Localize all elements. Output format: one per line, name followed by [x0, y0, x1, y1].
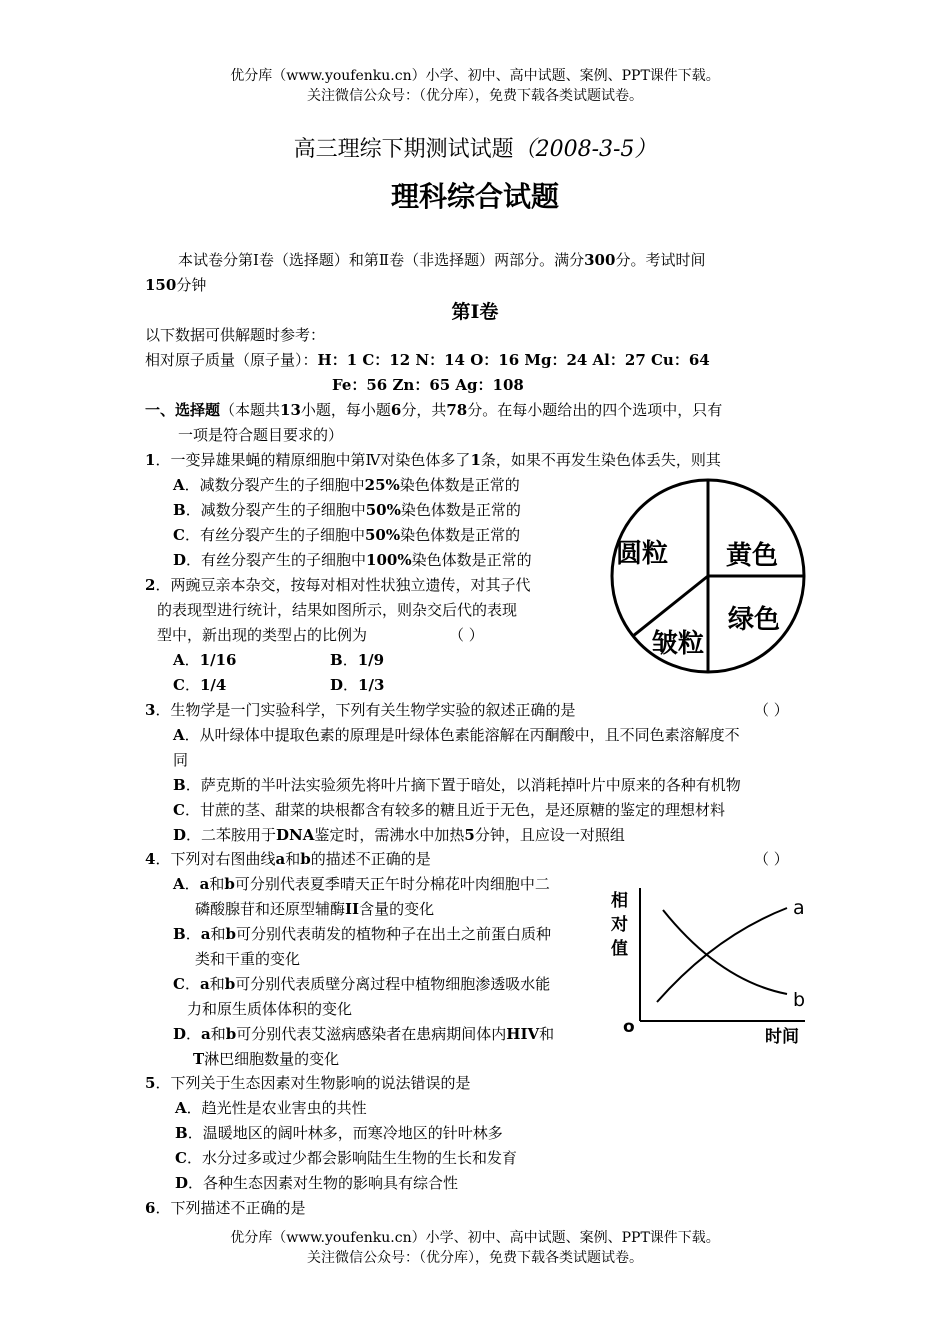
question-4-stem: 4．下列对右图曲线a和b的描述不正确的是 [145, 850, 431, 868]
part1-heading: 第Ⅰ卷 [451, 301, 499, 323]
pie-label-wrinkled: 皱粒 [652, 629, 705, 659]
question-3-option-c: C．甘蔗的茎、甜菜的块根都含有较多的糖且近于无色，是还原糖的鉴定的理想材料 [173, 801, 725, 819]
question-4-option-c-cont: 力和原生质体体积的变化 [187, 1000, 353, 1018]
footer-line-1: 优分库（www.youfenku.cn）小学、初中、高中试题、案例、PPT课件下载。 [230, 1230, 720, 1246]
pie-divider-left [633, 576, 708, 636]
question-4-option-b-cont: 类和干重的变化 [195, 950, 301, 968]
reference-label: 以下数据可供解题时参考： [145, 326, 326, 344]
question-2-stem-1: 2．两豌豆亲本杂交，按每对相对性状独立遗传，对其子代 [145, 576, 531, 594]
title-date: （2008-3-5） [513, 137, 657, 162]
curve-b-label: b [793, 989, 806, 1011]
pie-figure [600, 478, 820, 678]
y-label-1: 相 [611, 891, 628, 911]
question-2-answer-paren: （ ） [449, 626, 484, 644]
origin-label: o [623, 1017, 635, 1037]
question-1-option-b: B．减数分裂产生的子细胞中50%染色体数是正常的 [173, 501, 521, 519]
y-label-2: 对 [611, 915, 628, 935]
curve-b [663, 910, 787, 994]
question-1-stem: 1．一变异雄果蝇的精原细胞中第Ⅳ对染色体多了1条，如果不再发生染色体丢失，则其 [145, 451, 721, 469]
header-line-2: 关注微信公众号：（优分库），免费下载各类试题试卷。 [307, 88, 643, 104]
pie-label-green: 绿色 [728, 605, 781, 635]
question-5-option-d: D．各种生态因素对生物的影响具有综合性 [175, 1174, 459, 1192]
question-5-option-b: B．温暖地区的阔叶林多，而寒冷地区的针叶林多 [175, 1124, 503, 1142]
atomic-mass-line-1: 相对原子质量（原子量）：H：1 C：12 N：14 O：16 Mg：24 Al：27 Cu：64 [145, 351, 710, 369]
question-6-stem: 6．下列描述不正确的是 [145, 1199, 306, 1217]
question-5-stem: 5．下列关于生态因素对生物影响的说法错误的是 [145, 1074, 471, 1092]
question-4-answer-paren: （ ） [754, 850, 789, 868]
question-4-option-c: C．a和b可分别代表质壁分离过程中植物细胞渗透吸水能 [173, 975, 551, 993]
question-2-stem-3: 型中，新出现的类型占的比例为 [157, 626, 368, 644]
footer-line-2: 关注微信公众号：（优分库），免费下载各类试题试卷。 [307, 1250, 643, 1266]
question-5-option-a: A．趋光性是农业害虫的共性 [175, 1099, 367, 1117]
question-4-option-d: D．a和b可分别代表艾滋病感染者在患病期间体内HIV和 [173, 1025, 555, 1043]
question-2-stem-2: 的表现型进行统计，结果如图所示，则杂交后代的表现 [157, 601, 518, 619]
x-axis-label: 时间 [765, 1027, 799, 1047]
question-5-option-c: C．水分过多或过少都会影响陆生生物的生长和发育 [175, 1149, 517, 1167]
question-4-option-d-cont: T淋巴细胞数量的变化 [193, 1050, 340, 1068]
question-3-option-a-cont: 同 [173, 751, 189, 769]
intro-line-2: 150分钟 [145, 276, 207, 294]
question-4-option-b: B．a和b可分别代表萌发的植物种子在出土之前蛋白质种 [173, 925, 551, 943]
pie-label-round: 圆粒 [616, 539, 669, 569]
question-2-option-b: B．1/9 [330, 651, 385, 669]
question-3-option-d: D．二苯胺用于DNA鉴定时，需沸水中加热5分钟，且应设一对照组 [173, 826, 625, 844]
question-1-option-a: A．减数分裂产生的子细胞中25%染色体数是正常的 [173, 476, 520, 494]
curve-a-label: a [793, 897, 805, 919]
y-label-3: 值 [611, 939, 628, 959]
question-2-option-a: A．1/16 [173, 651, 237, 669]
atomic-mass-line-2: Fe：56 Zn：65 Ag：108 [332, 376, 524, 394]
intro-line-1: 本试卷分第Ⅰ卷（选择题）和第Ⅱ卷（非选择题）两部分。满分300分。考试时间 [178, 251, 706, 269]
question-4-option-a: A．a和b可分别代表夏季晴天正午时分棉花叶肉细胞中二 [173, 875, 550, 893]
title-main: 高三理综下期测试试题 [293, 137, 514, 162]
header-line-1: 优分库（www.youfenku.cn）小学、初中、高中试题、案例、PPT课件下载。 [230, 68, 720, 84]
question-3-answer-paren: （ ） [754, 701, 789, 719]
question-2-option-d: D．1/3 [330, 676, 385, 694]
question-3-stem: 3．生物学是一门实验科学，下列有关生物学实验的叙述正确的是 [145, 701, 576, 719]
page-subtitle: 理科综合试题 [390, 180, 559, 213]
question-2-option-c: C．1/4 [173, 676, 227, 694]
section-heading-line-2: 一项是符合题目要求的） [178, 426, 344, 444]
question-3-option-a: A．从叶绿体中提取色素的原理是叶绿体色素能溶解在丙酮酸中，且不同色素溶解度不 [173, 726, 740, 744]
section-heading: 一、选择题（本题共13小题，每小题6分，共78分。在每小题给出的四个选项中，只有 [145, 401, 723, 419]
question-1-option-c: C．有丝分裂产生的子细胞中50%染色体数是正常的 [173, 526, 521, 544]
question-4-option-a-cont: 磷酸腺苷和还原型辅酶II含量的变化 [195, 900, 435, 918]
pie-label-yellow: 黄色 [726, 541, 779, 571]
question-1-option-d: D．有丝分裂产生的子细胞中100%染色体数是正常的 [173, 551, 532, 569]
page-title [0, 136, 950, 164]
curve-graph [605, 876, 815, 1051]
question-3-option-b: B．萨克斯的半叶法实验须先将叶片摘下置于暗处，以消耗掉叶片中原来的各种有机物 [173, 776, 741, 794]
